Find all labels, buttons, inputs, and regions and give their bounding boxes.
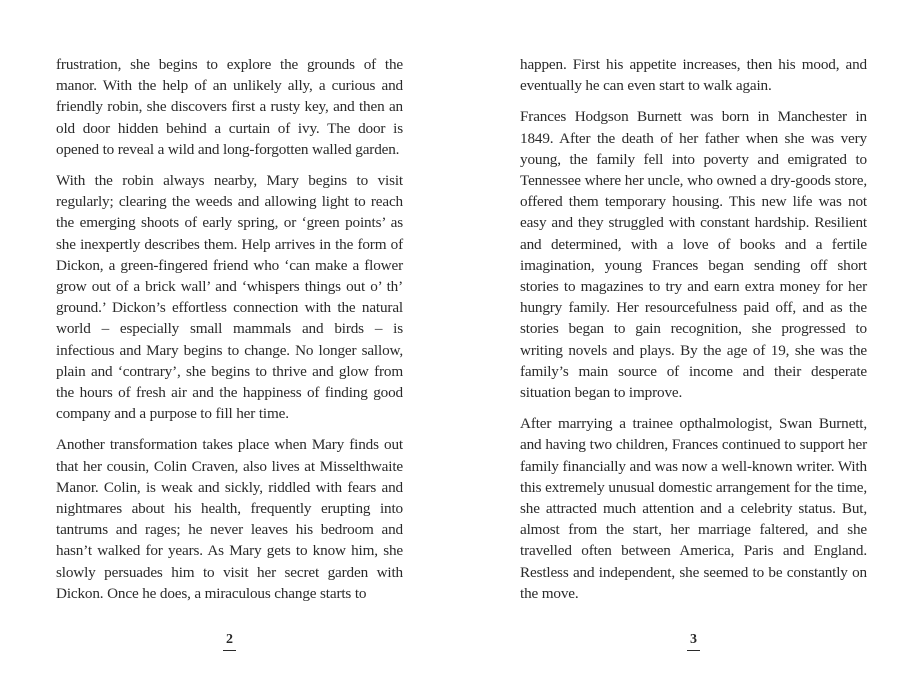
paragraph: Another transformation takes place when Mary finds out that her cousin, Colin Craven, also lives at Misselthwaite Manor. Colin, is weak and sickly, riddled with fears and nightmares about his health, frequently erupting into tantrums and rages; he never leaves his bedroom and hasn’t walked for years. As Mary gets to know him, she slowly persuades him to visit her secret garden with Dickon. Once he does, a miraculous change starts to	[56, 436, 403, 602]
right-page-text	[520, 54, 867, 614]
paragraph: frustration, she begins to explore the grounds of the manor. With the help of an unlikely ally, a curious and friendly robin, she discovers first a rusty key, and then an old door hidden behind a curtain of ivy. The door is opened to reveal a wild and long-forgotten walled garden.	[56, 56, 403, 158]
paragraph: Frances Hodgson Burnett was born in Manchester in 1849. After the death of her father when she was very young, the family fell into poverty and emigrated to Tennessee where her uncle, who owned a dry-goods store, offered them temporary housing. This new life was not easy and they struggled with constant hardship. Resilient and determined, with a love of books and a fertile imagination, young Frances began sending off short stories to magazines to try and earn extra money for her hungry family. Her resourcefulness paid off, and as the stories began to gain recognition, she progressed to writing novels and plays. By the age of 19, she was the family’s main source of income and their desperate situation began to improve.	[520, 108, 867, 402]
paragraph: happen. First his appetite increases, then his mood, and eventually he can even start to walk again.	[520, 56, 867, 95]
page-number-label: 3	[687, 632, 700, 651]
left-page	[56, 0, 403, 690]
paragraph: After marrying a trainee opthalmologist, Swan Burnett, and having two children, Frances continued to support her family financially and was now a well-known writer. With this extremely unusual domestic arrangement for the time, she attracted much attention and a celebrity status. But, almost from the start, her marriage faltered, and she travelled often between America, Paris and England. Restless and independent, she seemed to be constantly on the move.	[520, 415, 867, 602]
page-number	[56, 632, 403, 651]
left-page-text	[56, 54, 403, 614]
page-number-label: 2	[223, 632, 236, 651]
right-page	[520, 0, 867, 690]
paragraph: With the robin always nearby, Mary begins to visit regularly; clearing the weeds and allowing light to reach the emerging shoots of early spring, or ‘green points’ as she inexpertly describes them. Help arrives in the form of Dickon, a green-fingered friend who ‘can make a flower grow out of a brick wall’ and ‘whispers things out o’ th’ ground.’ Dickon’s effortless connection with the natural world – especially small mammals and birds – is infectious and Mary begins to change. No longer sallow, plain and ‘contrary’, she begins to thrive and glow from the hours of fresh air and the happiness of finding good company and a purpose to fill her time.	[56, 172, 403, 423]
page-number	[520, 632, 867, 651]
